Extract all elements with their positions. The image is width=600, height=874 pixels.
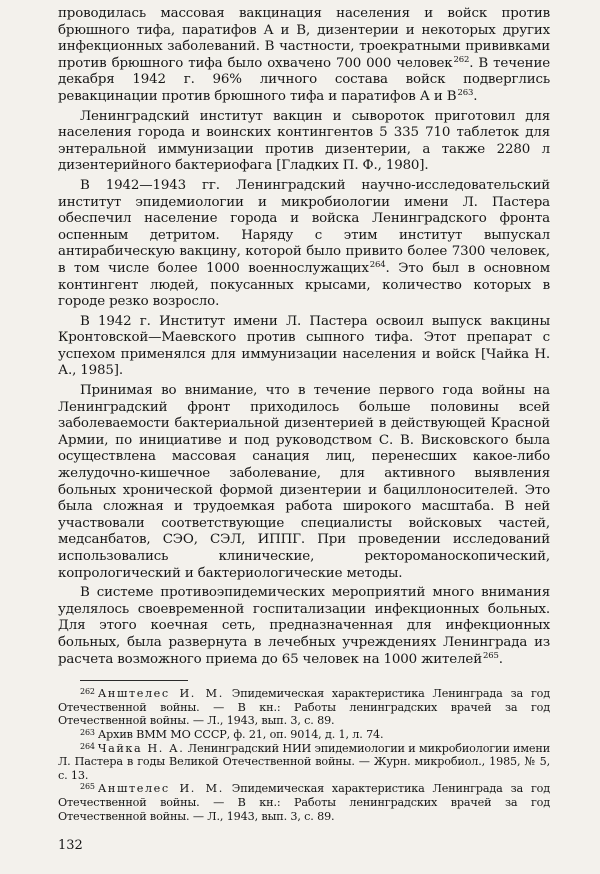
book-page [58, 6, 550, 823]
footnote-264: $^{264}$ Чайка Н. А. Ленинградский НИИ эпидемиологии и микробиологии имени Л. Пастера в годы Великой Отечественной войны. — Журн. микробиол., 1985, № 5, с. 13. [58, 741, 551, 782]
footnote-265: $^{265}$ Анштелес И. М. Эпидемическая характеристика Ленинграда за год Отечественной войны. — В кн.: Работы ленинградских врачей за год Отечественной войны. — Л., 1943, вып. 3, с. 89. [58, 782, 551, 823]
page-number: 132 [58, 838, 83, 853]
footnote-divider [80, 680, 188, 681]
footnote-author: Анштелес И. М. [97, 687, 224, 701]
paragraph-vaccination: проводилась массовая вакцинация населения и войск против брюшного тифа, паратифов А и В, дизентерии и некоторых других инфекционных заболеваний. В частности, троекратными прививками против брюшного тифа было охвачено 700 000 человек$^{262}$. В течение декабря 1942 г. 96% личного состава войск подверглись ревакцинации против брюшного тифа и паратифов А и В$^{263}$. [58, 6, 550, 104]
main-text [58, 6, 550, 668]
footnote-ref[interactable]: 263 [457, 87, 474, 98]
footnote-262: $^{262}$ Анштелес И. М. Эпидемическая характеристика Ленинграда за год Отечественной войны. — В кн.: Работы ленинградских врачей за год Отечественной войны. — Л., 1943, вып. 3, с. 89. [58, 687, 551, 728]
paragraph-institute-vaccines: Ленинградский институт вакцин и сывороток приготовил для населения города и воинских контингентов 5 335 710 таблеток для энтеральной иммунизации против дизентерии, а также 2280 л дизентерийного бактериофага [Гладких П. Ф., 1980]. [58, 108, 550, 174]
footnote-author: Анштелес И. М. [97, 782, 224, 796]
paragraph-pasteur-institute: В 1942—1943 гг. Ленинградский научно-исследовательский институт эпидемиологии и микробиологии имени Л. Пастера обеспечил население города и войска Ленинградского фронта оспенным детритом. Наряду с этим институт выпускал антирабическую вакцину, которой было привито более 7300 человек, в том числе более 1000 военнослужащих$^{264}$. Это был в основном контингент людей, покусанных крысами, количество которых в городе резко возросло. [58, 177, 550, 310]
footnote-author: Чайка Н. А. [97, 741, 185, 755]
footnote-263: $^{263}$ Архив ВММ МО СССР, ф. 21, оп. 9014, д. 1, л. 74. [80, 727, 384, 741]
footnote-ref[interactable]: 262 [453, 54, 470, 65]
paragraph-hospitalization: В системе противоэпидемических мероприятий много внимания уделялось своевременной госпитализации инфекционных больных. Для этого коечная сеть, предназначенная для инфекционных больных, была развернута в лечебных учреждениях Ленинграда из расчета возможного приема до 65 человек на 1000 жителей$^{265}$. [58, 585, 550, 667]
footnotes [58, 687, 550, 823]
footnote-ref[interactable]: 264 [369, 259, 386, 270]
paragraph-typhus-vaccine: В 1942 г. Институт имени Л. Пастера освоил выпуск вакцины Кронтовской—Маевского против сыпного тифа. Этот препарат с успехом применялся для иммунизации населения и войск [Чайка Н. А., 1985]. [58, 313, 550, 379]
paragraph-dysentery-sanitation: Принимая во внимание, что в течение первого года войны на Ленинградский фронт приходилось больше половины всей заболеваемости бактериальной дизентерией в действующей Красной Армии, по инициативе и под руководством С. В. Висковского была осуществлена массовая санация лиц, перенесших какое-либо желудочно-кишечное заболевание, для активного выявления больных хронической формой дизентерии и бациллоносителей. Это была сложная и трудоемкая работа широкого масштаба. В ней участвовали соответствующие специалисты войсковых частей, медсанбатов, СЭО, СЭЛ, ИППГ. При проведении исследований использовались клинические, ректороманоскопический, копрологический и бактериологические методы. [58, 383, 550, 581]
footnote-ref[interactable]: 265 [482, 650, 499, 661]
